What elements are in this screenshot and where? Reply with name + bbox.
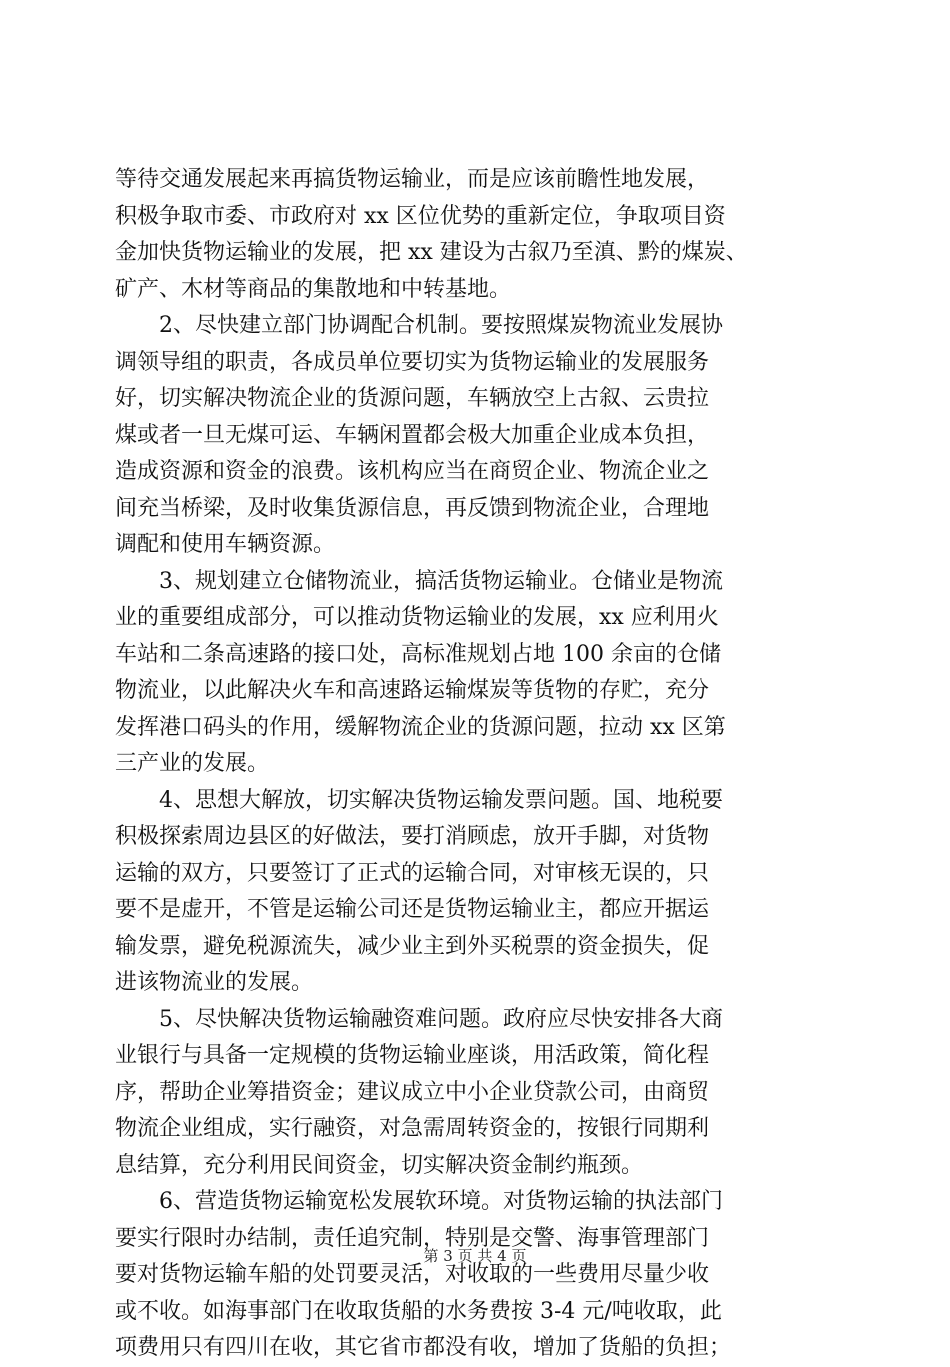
document-body bbox=[115, 162, 855, 1367]
text-line: 调配和使用车辆资源。 bbox=[115, 532, 336, 557]
text-line: 息结算，充分利用民间资金，切实解决资金制约瓶颈。 bbox=[115, 1152, 644, 1178]
text-line: 好，切实解决物流企业的货源问题，车辆放空上古叙、云贵拉 bbox=[115, 386, 710, 411]
text-line: 输发票，避免税源流失，减少业主到外买税票的资金损失，促 bbox=[115, 933, 710, 959]
page-footer: 第 3 页 共 4 页 bbox=[423, 1247, 527, 1265]
text-line: 等待交通发展起来再搞货物运输业，而是应该前瞻性地发展， bbox=[115, 167, 710, 192]
text-line: 6、营造货物运输宽松发展软环境。对货物运输的执法部门 bbox=[115, 1189, 723, 1214]
text-line: 积极争取市委、市政府对 xx 区位优势的重新定位，争取项目资 bbox=[115, 203, 726, 229]
text-line: 发挥港口码头的作用，缓解物流企业的货源问题，拉动 xx 区第 bbox=[115, 714, 726, 740]
text-line: 物流企业组成，实行融资，对急需周转资金的，按银行同期利 bbox=[115, 1116, 710, 1141]
text-line: 调领导组的职责，各成员单位要切实为货物运输业的发展服务 bbox=[115, 349, 710, 375]
text-line: 序，帮助企业筹措资金；建议成立中小企业贷款公司，由商贸 bbox=[115, 1079, 710, 1105]
text-line: 金加快货物运输业的发展，把 xx 建设为古叙乃至滇、黔的煤炭、 bbox=[115, 240, 748, 265]
text-line: 业银行与具备一定规模的货物运输业座谈，用活政策，简化程 bbox=[115, 1043, 710, 1068]
text-line: 积极探索周边县区的好做法，要打消顾虑，放开手脚，对货物 bbox=[115, 824, 710, 849]
text-line: 煤或者一旦无煤可运、车辆闲置都会极大加重企业成本负担， bbox=[115, 422, 710, 448]
text-line: 三产业的发展。 bbox=[115, 751, 270, 776]
text-line: 车站和二条高速路的接口处，高标准规划占地 100 余亩的仓储 bbox=[115, 641, 721, 667]
text-line: 物流业，以此解决火车和高速路运输煤炭等货物的存贮，充分 bbox=[115, 678, 710, 703]
text-line: 要实行限时办结制，责任追究制，特别是交警、海事管理部门 bbox=[115, 1225, 710, 1251]
text-line: 进该物流业的发展。 bbox=[115, 970, 314, 995]
text-line: 4、思想大解放，切实解决货物运输发票问题。国、地税要 bbox=[115, 787, 723, 813]
text-line: 运输的双方，只要签订了正式的运输合同，对审核无误的，只 bbox=[115, 860, 710, 886]
text-line: 业的重要组成部分，可以推动货物运输业的发展，xx 应利用火 bbox=[115, 605, 719, 630]
text-line: 2、尽快建立部门协调配合机制。要按照煤炭物流业发展协 bbox=[115, 313, 723, 338]
text-line: 5、尽快解决货物运输融资难问题。政府应尽快安排各大商 bbox=[115, 1006, 723, 1032]
text-line: 3、规划建立仓储物流业，搞活货物运输业。仓储业是物流 bbox=[115, 568, 723, 594]
text-line: 要不是虚开，不管是运输公司还是货物运输业主，都应开据运 bbox=[115, 897, 710, 922]
text-line: 要对货物运输车船的处罚要灵活，对收取的一些费用尽量少收 bbox=[115, 1262, 710, 1287]
text-line: 造成资源和资金的浪费。该机构应当在商贸企业、物流企业之 bbox=[115, 459, 710, 484]
text-line: 或不收。如海事部门在收取货船的水务费按 3-4 元/吨收取，此 bbox=[115, 1298, 722, 1324]
text-line: 项费用只有四川在收，其它省市都没有收，增加了货船的负担； bbox=[115, 1335, 732, 1360]
text-line: 矿产、木材等商品的集散地和中转基地。 bbox=[115, 276, 512, 302]
text-line: 间充当桥梁，及时收集货源信息，再反馈到物流企业，合理地 bbox=[115, 495, 710, 521]
